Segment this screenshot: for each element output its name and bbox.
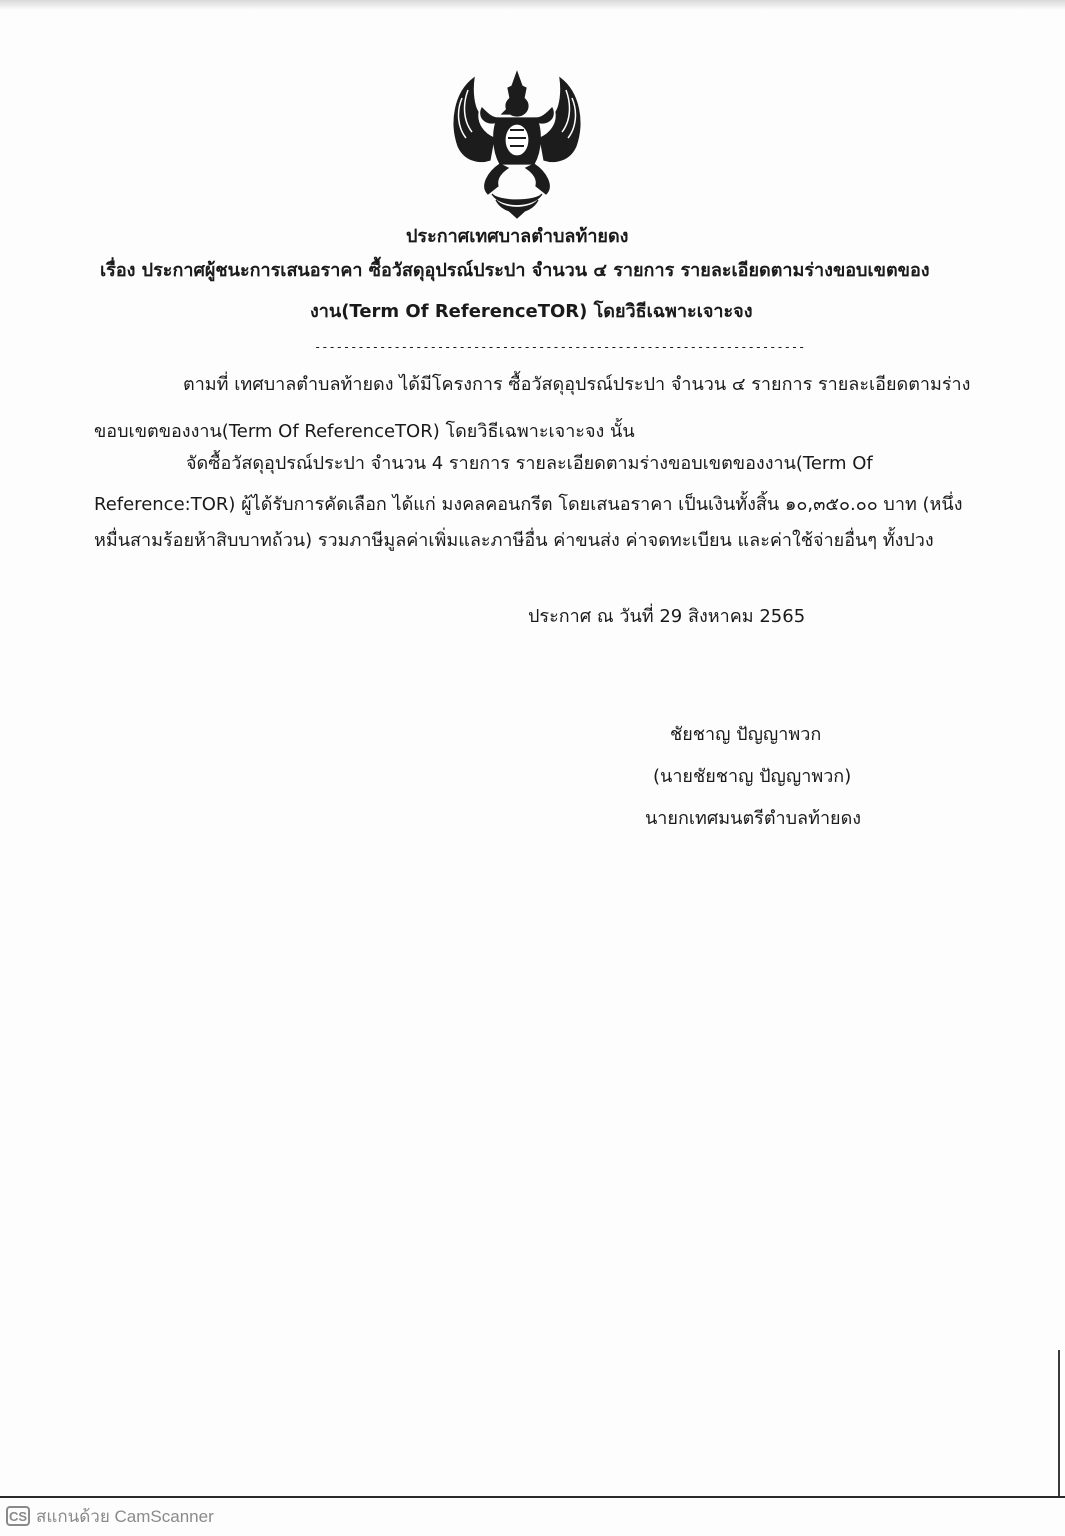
signature-name: ชัยชาญ ปัญญาพวก xyxy=(670,724,822,745)
camscanner-label: สแกนด้วย CamScanner xyxy=(36,1506,214,1526)
subject-line-1: เรื่อง ประกาศผู้ชนะการเสนอราคา ซื้อวัสดุอุปรณ์ประปา จำนวน ๔ รายการ รายละเอียดตามร่างขอบเขตของ xyxy=(100,260,930,281)
paragraph-2-line-3: หมื่นสามร้อยห้าสิบบาทถ้วน) รวมภาษีมูลค่าเพิ่มและภาษีอื่น ค่าขนส่ง ค่าจดทะเบียน และค่าใช้จ่ายอื่นๆ ทั้งปวง xyxy=(94,530,934,551)
scan-edge-shadow xyxy=(0,0,1065,10)
announcement-date: ประกาศ ณ วันที่ 29 สิงหาคม 2565 xyxy=(528,606,806,627)
paragraph-2-line-2: Reference:TOR) ผู้ได้รับการคัดเลือก ได้แก่ มงคลคอนกรีต โดยเสนอราคา เป็นเงินทั้งสิ้น ๑๐,๓๕๐.๐๐ บาท (หนึ่ง xyxy=(94,494,963,515)
camscanner-watermark xyxy=(6,1505,214,1527)
paragraph-1-line-2: ขอบเขตของงาน(Term Of ReferenceTOR) โดยวิธีเฉพาะเจาะจง นั้น xyxy=(94,421,635,442)
subject-line-2: งาน(Term Of ReferenceTOR) โดยวิธีเฉพาะเจาะจง xyxy=(310,301,753,322)
divider-line: -------------------------------------------------------------------- xyxy=(314,340,806,354)
scan-edge-bottom xyxy=(0,1496,1065,1498)
scan-edge-right xyxy=(1058,1350,1060,1498)
signatory-full-name: (นายชัยชาญ ปัญญาพวก) xyxy=(653,766,852,787)
camscanner-logo-icon: CS xyxy=(6,1506,30,1526)
signatory-position: นายกเทศมนตรีตำบลท้ายดง xyxy=(645,808,862,829)
document-title: ประกาศเทศบาลตำบลท้ายดง xyxy=(406,226,629,247)
paragraph-1-line-1: ตามที่ เทศบาลตำบลท้ายดง ได้มีโครงการ ซื้อวัสดุอุปรณ์ประปา จำนวน ๔ รายการ รายละเอียดตามร่าง xyxy=(183,374,971,395)
garuda-emblem-icon xyxy=(444,68,590,220)
paragraph-2-line-1: จัดซื้อวัสดุอุปรณ์ประปา จำนวน 4 รายการ รายละเอียดตามร่างขอบเขตของงาน(Term Of xyxy=(186,453,873,474)
